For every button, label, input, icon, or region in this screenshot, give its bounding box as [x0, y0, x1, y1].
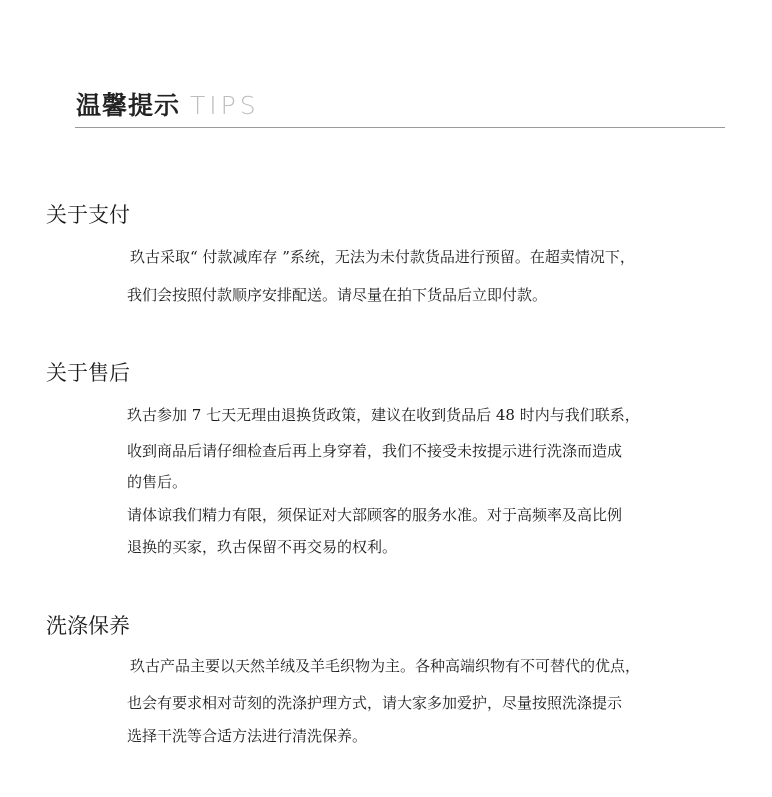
aftersales-line-4: 请体谅我们精力有限，须保证对大部顾客的服务水准。对于高频率及高比例 [127, 506, 623, 524]
payment-line-2: 我们会按照付款顺序安排配送。请尽量在拍下货品后立即付款。 [127, 286, 548, 304]
aftersales-line-5: 退换的买家，玖古保留不再交易的权利。 [127, 538, 398, 556]
section-title-aftersales: 关于售后 [46, 361, 130, 385]
aftersales-line-2: 收到商品后请仔细检查后再上身穿着，我们不接受未按提示进行洗涤而造成 [127, 442, 623, 460]
page-subtitle: TIPS [190, 91, 260, 120]
aftersales-line-3: 的售后。 [127, 473, 188, 491]
aftersales-line-1: 玖古参加 7 七天无理由退换货政策，建议在收到货品后 48 时内与我们联系， [127, 406, 640, 424]
section-title-care: 洗涤保养 [46, 614, 130, 638]
page-title: 温馨提示 [76, 91, 181, 120]
payment-line-1: 玖古采取“ 付款减库存 ”系统，无法为未付款货品进行预留。在超卖情况下， [130, 248, 635, 266]
care-line-1: 玖古产品主要以天然羊绒及羊毛织物为主。各种高端织物有不可替代的优点， [130, 657, 641, 675]
page-header [76, 86, 260, 122]
header-divider [75, 127, 725, 128]
care-line-3: 选择干洗等合适方法进行清洗保养。 [127, 727, 368, 745]
care-line-2: 也会有要求相对苛刻的洗涤护理方式，请大家多加爱护，尽量按照洗涤提示 [127, 694, 623, 712]
section-title-payment: 关于支付 [46, 203, 130, 227]
